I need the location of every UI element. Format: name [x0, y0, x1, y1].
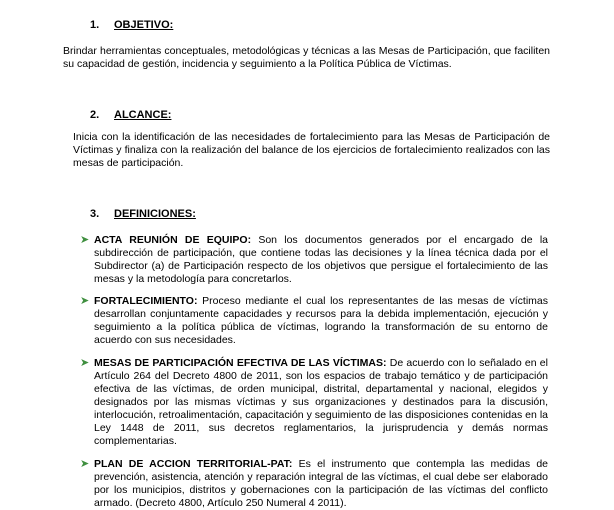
definition-item-plan-accion-territorial	[80, 458, 549, 510]
section-text-objetivo: Brindar herramientas conceptuales, metodológicas y técnicas a las Mesas de Participación, que faciliten su capacidad de gestión, incidencia y seguimiento a la Política Pública de Víctimas.	[63, 45, 550, 70]
definition-body	[94, 458, 548, 510]
arrow-bullet-icon: ➤	[80, 357, 90, 369]
definition-text: Son los documentos generados por el encargado de la subdirección de participación, que contiene todas las decisiones y la línea técnica dada por el Subdirector (a) de Participación respecto de los objetivos que persigue el fortalecimiento de las mesas y la metodología para concretarlos.	[94, 234, 548, 285]
arrow-bullet-icon: ➤	[80, 458, 90, 470]
definition-text: De acuerdo con lo señalado en el Artículo 264 del Decreto 4800 de 2011, son los espacios de trabajo temático y de participación efectiva de las víctimas, de orden municipal, distrital, departamental y nacional, elegidos y designados por las mismas víctimas y sus organizaciones y destinados para la discusión, interlocución, retroalimentación, capacitación y seguimiento de las disposiciones contenidas en la Ley 1448 de 2011, sus decretos reglamentarios, la jurisprudencia y demás normas complementarias.	[94, 357, 548, 447]
arrow-bullet-icon: ➤	[80, 234, 90, 246]
definition-term: PLAN DE ACCION TERRITORIAL-PAT:	[94, 458, 293, 470]
definition-text: Proceso mediante el cual los representantes de las mesas de víctimas desarrollan conjuntamente capacidades y recursos para la debida implementación, ejecución y seguimiento a la política pública de víctimas, logrando la transformación de su entorno de acuerdo con sus necesidades.	[94, 295, 548, 346]
definition-body	[94, 234, 548, 286]
definition-term: MESAS DE PARTICIPACIÓN EFECTIVA DE LAS VÍCTIMAS:	[94, 357, 387, 369]
definition-item-mesas-participacion	[80, 357, 548, 448]
section-heading-alcance	[90, 108, 171, 122]
section-text-alcance: Inicia con la identificación de las necesidades de fortalecimiento para las Mesas de Participación de Víctimas y finaliza con la realización del balance de los ejercicios de fortalecimiento realizados con las mesas de participación.	[73, 131, 550, 169]
definition-term: FORTALECIMIENTO:	[94, 295, 198, 307]
definition-term: ACTA REUNIÓN DE EQUIPO:	[94, 234, 252, 246]
definition-text: Es el instrumento que contempla las medidas de prevención, asistencia, atención y reparación integral de las víctimas, el cual debe ser elaborado por los municipios, distritos y gobernaciones con la participación de las víctimas del conflicto armado. (Decreto 4800, Artículo 250 Numeral 4 2011).	[94, 458, 549, 509]
definition-body	[94, 357, 548, 448]
definition-item-acta-reunion	[80, 234, 548, 286]
section-number: 1.	[90, 19, 100, 31]
section-heading-definiciones	[90, 207, 196, 221]
section-number: 3.	[90, 208, 100, 220]
section-heading-objetivo	[90, 18, 173, 32]
section-title: ALCANCE:	[114, 109, 172, 121]
definition-item-fortalecimiento	[80, 295, 548, 347]
section-title: DEFINICIONES:	[114, 208, 196, 220]
section-number: 2.	[90, 109, 100, 121]
arrow-bullet-icon: ➤	[80, 295, 90, 307]
section-title: OBJETIVO:	[114, 19, 174, 31]
definition-body	[94, 295, 548, 347]
